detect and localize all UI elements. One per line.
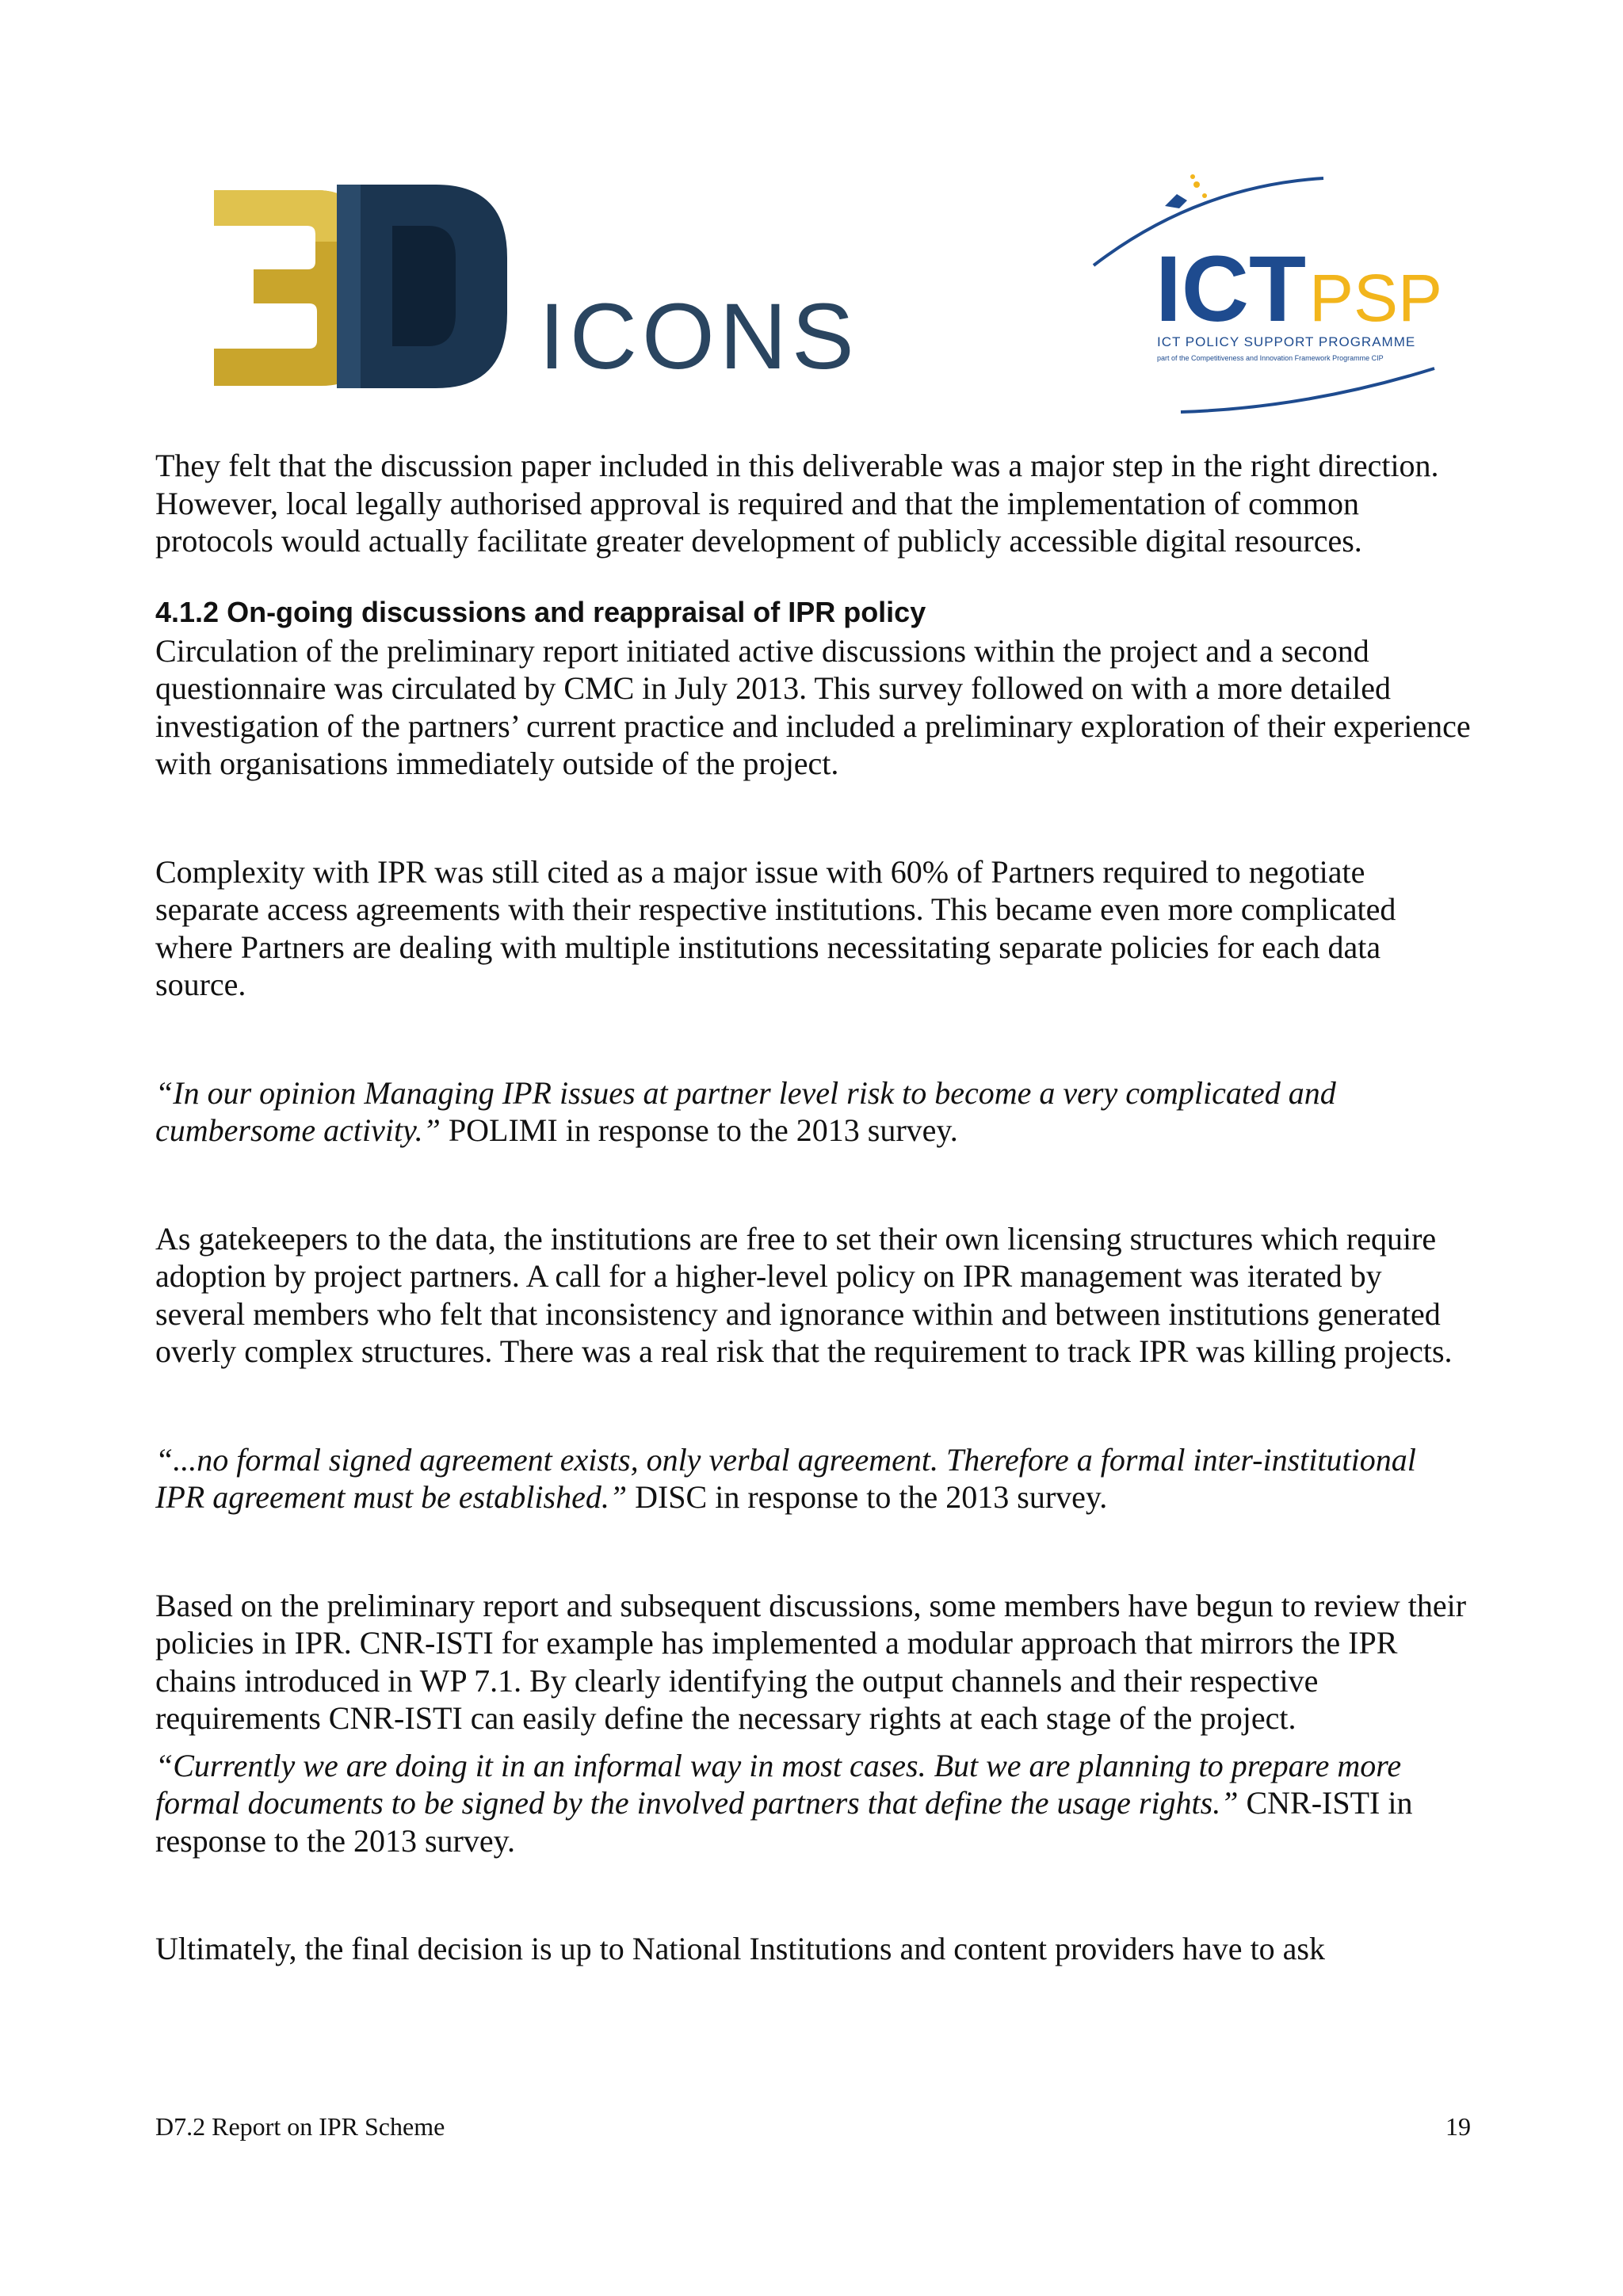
quote-paragraph [155,1441,1471,1516]
document-body [155,447,1471,1968]
ict-psp-logo [1086,170,1450,424]
logo-tagline: ICT POLICY SUPPORT PROGRAMME [1157,334,1416,349]
logo-ict-text: ICT [1155,237,1307,341]
paragraph: They felt that the discussion paper included in this deliverable was a major step in the right direction. However, local legally authorised approval is required and that the implementation of common protocols would actually facilitate greater development of publicly accessible digital resources. [155,448,1439,559]
logo-arc-bottom [1181,368,1434,412]
paragraph: As gatekeepers to the data, the institutions are free to set their own licensing structures which require adoption by project partners. A call for a higher-level policy on IPR management was iterated by several members who felt that inconsistency and ignorance within and between institutions generated overly complex structures. There was a real risk that the requirement to track IPR was killing projects. [155,1220,1453,1369]
section-heading: 4.1.2 On-going discussions and reappraisal of IPR policy [155,595,926,628]
footer-page-number: 19 [1445,2112,1471,2141]
quote-text: “...no formal signed agreement exists, only verbal agreement. Therefore a formal inter-institutional IPR agreement must be established.” [155,1441,1416,1515]
logo-subtagline: part of the Competitiveness and Innovation Framework Programme CIP [1157,354,1384,362]
paragraph: Based on the preliminary report and subsequent discussions, some members have begun to review their policies in IPR. CNR-ISTI for example has implemented a modular approach that mirrors the IPR chains introduced in WP 7.1. By clearly identifying the output channels and their respective requirements CNR-ISTI can easily define the necessary rights at each stage of the project. [155,1587,1467,1736]
quote-paragraph [155,1747,1471,1860]
logo-word-icons: ICONS [539,284,859,389]
quote-text: “In our opinion Managing IPR issues at partner level risk to become a very complicated and cumbersome activity.” [155,1074,1336,1148]
logo-psp-text: PSP [1309,261,1443,335]
quote-paragraph [155,1074,1471,1150]
paragraph: Circulation of the preliminary report initiated active discussions within the project and a second questionnaire was circulated by CMC in July 2013. This survey followed on with a more detailed investigation of the partners’ current practice and included a preliminary exploration of their experience with organisations immediately outside of the project. [155,632,1471,781]
quote-source: POLIMI in response to the 2013 survey. [440,1112,958,1148]
logo-letter-d [337,185,507,388]
paragraph: Ultimately, the final decision is up to National Institutions and content providers have to ask [155,1931,1325,1966]
3d-icons-logo [198,178,859,392]
page-footer [155,2111,1471,2142]
quote-text: “Currently we are doing it in an informal way in most cases. But we are planning to prepare more formal documents to be signed by the involved partners that define the usage rights.” [155,1747,1402,1821]
footer-doc-title: D7.2 Report on IPR Scheme [155,2112,445,2141]
quote-source: DISC in response to the 2013 survey. [627,1479,1108,1515]
quote-source: CNR-ISTI in response to the 2013 survey. [155,1785,1413,1859]
paragraph: Complexity with IPR was still cited as a major issue with 60% of Partners required to negotiate separate access agreements with their respective institutions. This became even more complicated where Partners are dealing with multiple institutions necessitating separate policies for each data source. [155,853,1396,1002]
